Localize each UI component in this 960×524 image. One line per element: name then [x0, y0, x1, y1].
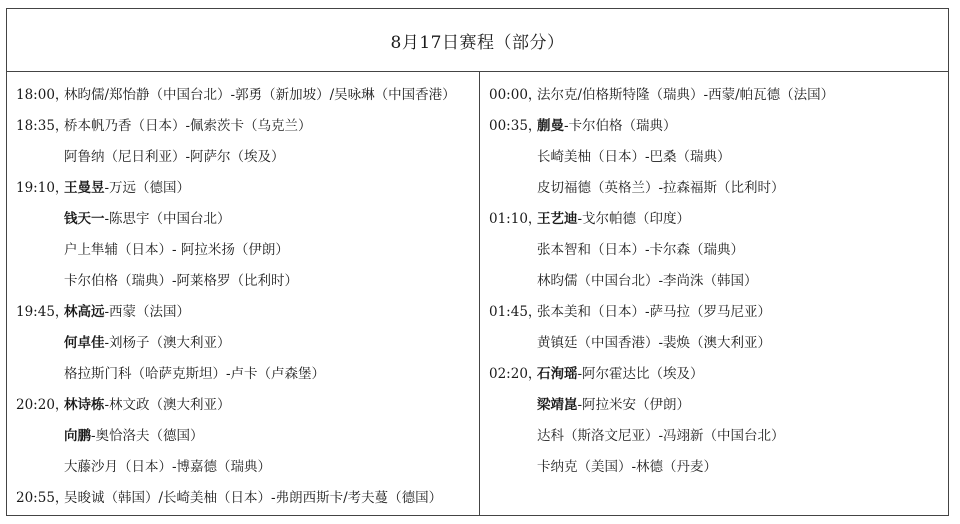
match-text: -奥恰洛夫（德国） [91, 428, 204, 444]
schedule-row [7, 359, 479, 390]
schedule-row [480, 80, 948, 111]
match-entry [64, 421, 204, 452]
match-text: 达科（斯洛文尼亚）-冯翊新（中国台北） [537, 428, 785, 444]
match-entry [537, 142, 731, 173]
match-text: 卡尔伯格（瑞典）-阿莱格罗（比利时） [64, 273, 299, 289]
match-entry [537, 80, 834, 111]
match-time: 19:45， [16, 304, 69, 320]
match-time: 01:10， [489, 211, 542, 227]
match-entry [537, 390, 690, 421]
match-entry [64, 173, 190, 204]
schedule-row [480, 359, 948, 390]
match-text: -刘杨子（澳大利亚） [104, 335, 231, 351]
match-entry [64, 204, 231, 235]
highlighted-player: 钱天一 [64, 211, 105, 227]
schedule-row [7, 111, 479, 142]
schedule-row [7, 204, 479, 235]
schedule-row [7, 483, 479, 514]
highlighted-player: 梁靖崑 [537, 397, 578, 413]
match-entry [537, 173, 785, 204]
match-text: -阿拉米安（伊朗） [577, 397, 691, 413]
match-entry [537, 297, 771, 328]
match-text: 黄镇廷（中国香港）-裴焕（澳大利亚） [537, 335, 772, 351]
match-text: 大藤沙月（日本）-博嘉德（瑞典） [64, 459, 272, 475]
match-time [480, 235, 537, 266]
schedule-row [480, 235, 948, 266]
schedule-row [480, 452, 948, 483]
match-time: 02:20， [489, 366, 542, 382]
match-entry [537, 111, 677, 142]
match-text: -戈尔帕德（印度） [577, 211, 691, 227]
schedule-row [480, 390, 948, 421]
schedule-row [480, 111, 948, 142]
match-time: 18:00， [16, 87, 69, 103]
match-entry [537, 328, 771, 359]
match-entry [64, 266, 298, 297]
schedule-row [480, 297, 948, 328]
match-time [7, 421, 64, 452]
highlighted-player: 何卓佳 [64, 335, 105, 351]
match-time: 18:35， [16, 118, 69, 134]
match-time [480, 421, 537, 452]
match-time [7, 452, 64, 483]
schedule-row [7, 266, 479, 297]
schedule-row [7, 390, 479, 421]
match-entry [537, 266, 758, 297]
match-time [7, 328, 64, 359]
schedule-row [7, 297, 479, 328]
match-text: 林昀儒（中国台北）-李尚洙（韩国） [537, 273, 758, 289]
schedule-row [7, 80, 479, 111]
match-time: 00:00， [489, 87, 542, 103]
match-entry [64, 483, 442, 514]
schedule-row [7, 235, 479, 266]
match-time [7, 142, 64, 173]
match-entry [64, 235, 289, 266]
match-time: 20:55， [16, 490, 69, 506]
match-entry [537, 421, 785, 452]
match-time: 20:20， [16, 397, 69, 413]
highlighted-player: 石洵瑶 [537, 366, 578, 382]
highlighted-player: 蒯曼 [537, 118, 564, 134]
match-time [7, 359, 64, 390]
match-time [480, 390, 537, 421]
left-schedule-list [7, 80, 479, 514]
highlighted-player: 林诗栋 [64, 397, 105, 413]
match-entry [64, 359, 325, 390]
match-time: 19:10， [16, 180, 69, 196]
schedule-row [7, 328, 479, 359]
match-text: 桥本帆乃香（日本）-佩索茨卡（乌克兰） [64, 118, 312, 134]
highlighted-player: 王曼昱 [64, 180, 105, 196]
schedule-row [7, 421, 479, 452]
right-column [480, 72, 948, 515]
match-entry [537, 359, 704, 390]
match-time [480, 452, 537, 483]
match-entry [537, 452, 717, 483]
match-text: 皮切福德（英格兰）-拉森福斯（比利时） [537, 180, 785, 196]
match-text: -卡尔伯格（瑞典） [564, 118, 677, 134]
match-entry [64, 297, 190, 328]
match-text: 法尔克/伯格斯特隆（瑞典）-西蒙/帕瓦德（法国） [537, 87, 835, 103]
match-text: -陈思宇（中国台北） [104, 211, 231, 227]
match-text: 张本美和（日本）-萨马拉（罗马尼亚） [537, 304, 772, 320]
match-time [480, 142, 537, 173]
match-entry [537, 204, 690, 235]
schedule-row [7, 173, 479, 204]
schedule-row [7, 142, 479, 173]
match-time [7, 266, 64, 297]
match-text: 吴晙诚（韩国）/长崎美柚（日本）-弗朗西斯卡/考夫蔓（德国） [64, 490, 443, 506]
schedule-row [480, 328, 948, 359]
match-text: 林昀儒/郑怡静（中国台北）-郭勇（新加坡）/吴咏琳（中国香港） [64, 87, 456, 103]
schedule-row [480, 421, 948, 452]
match-text: 户上隼辅（日本）- 阿拉米扬（伊朗） [64, 242, 289, 258]
match-entry [64, 142, 285, 173]
highlighted-player: 向鹏 [64, 428, 91, 444]
match-time [7, 204, 64, 235]
match-text: -万远（德国） [104, 180, 191, 196]
schedule-row [7, 452, 479, 483]
left-column [7, 72, 480, 515]
match-time [7, 235, 64, 266]
match-text: 卡纳克（美国）-林德（丹麦） [537, 459, 718, 475]
schedule-title: 8月17日赛程（部分） [390, 32, 565, 53]
match-text: -西蒙（法国） [104, 304, 191, 320]
schedule-row [480, 173, 948, 204]
highlighted-player: 王艺迪 [537, 211, 578, 227]
match-time [480, 266, 537, 297]
match-time [480, 173, 537, 204]
match-text: 阿鲁纳（尼日利亚）-阿萨尔（埃及） [64, 149, 285, 165]
match-time: 00:35， [489, 118, 542, 134]
match-text: 张本智和（日本）-卡尔森（瑞典） [537, 242, 745, 258]
match-time [480, 328, 537, 359]
schedule-table [6, 8, 949, 516]
match-entry [537, 235, 744, 266]
match-entry [64, 328, 231, 359]
schedule-row [480, 204, 948, 235]
match-text: -林文政（澳大利亚） [104, 397, 231, 413]
match-entry [64, 390, 231, 421]
match-entry [64, 80, 456, 111]
title-row [7, 9, 948, 72]
schedule-row [480, 142, 948, 173]
match-text: 长崎美柚（日本）-巴桑（瑞典） [537, 149, 731, 165]
match-time: 01:45， [489, 304, 542, 320]
schedule-row [480, 266, 948, 297]
right-schedule-list [480, 80, 948, 483]
match-text: 格拉斯门科（哈萨克斯坦）-卢卡（卢森堡） [64, 366, 326, 382]
match-text: -阿尔霍达比（埃及） [577, 366, 704, 382]
highlighted-player: 林高远 [64, 304, 105, 320]
match-entry [64, 452, 271, 483]
match-entry [64, 111, 312, 142]
